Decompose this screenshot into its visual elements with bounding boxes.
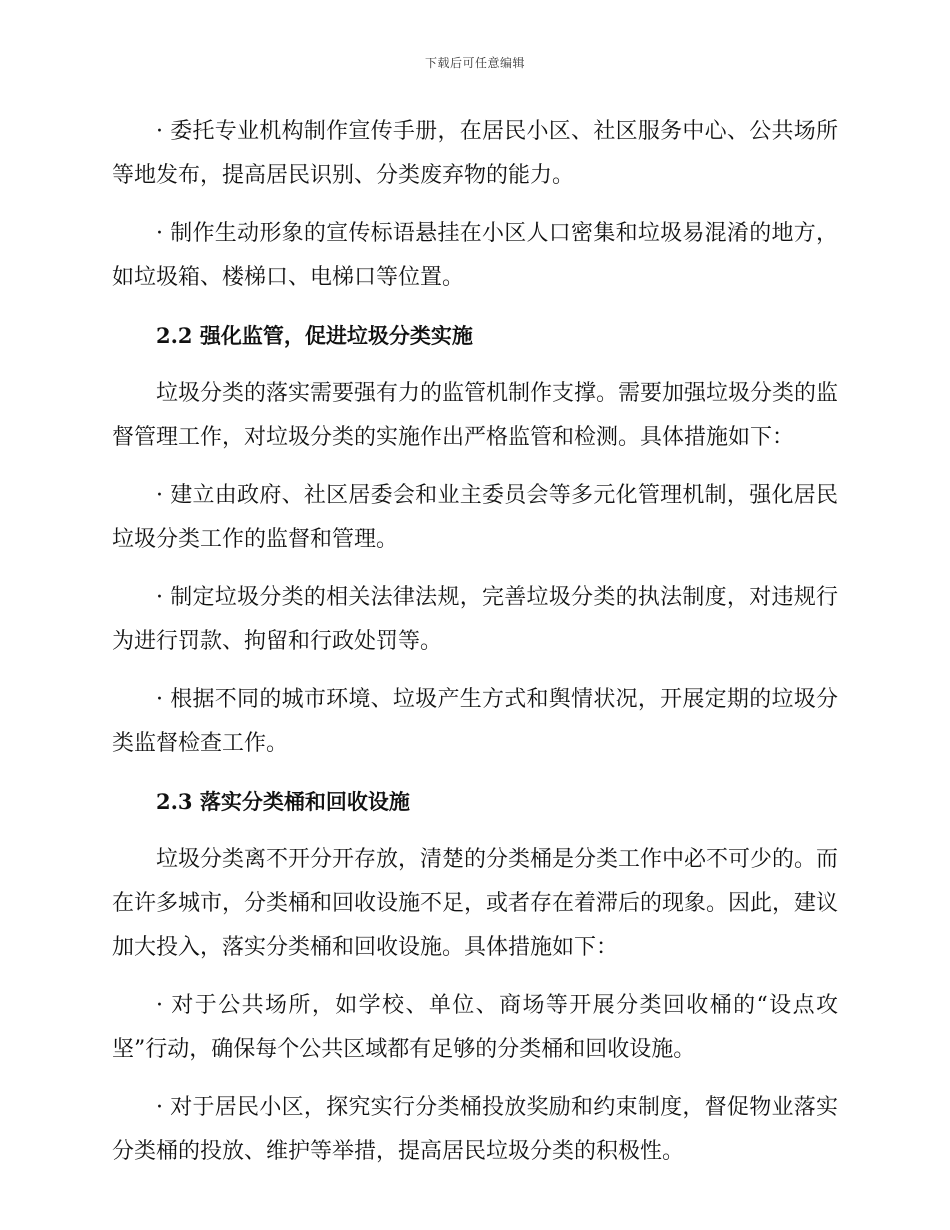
bullet-item: · 建立由政府、社区居委会和业主委员会等多元化管理机制，强化居民垃圾分类工作的监督和管理。 — [112, 483, 838, 552]
body-paragraph: 垃圾分类的落实需要强有力的监管机制作支撑。需要加强垃圾分类的监督管理工作，对垃圾分类的实施作出严格监管和检测。具体措施如下： — [112, 381, 839, 450]
document-body — [112, 110, 838, 1188]
section-heading: 2.3 落实分类桶和回收设施 — [156, 789, 410, 814]
bullet-item: · 对于居民小区，探究实行分类桶投放奖励和约束制度，督促物业落实分类桶的投放、维护等举措，提高居民垃圾分类的积极性。 — [112, 1095, 838, 1164]
section-heading: 2.2 强化监管，促进垃圾分类实施 — [156, 323, 473, 348]
bullet-item: · 制定垃圾分类的相关法律法规，完善垃圾分类的执法制度，对违规行为进行罚款、拘留和行政处罚等。 — [112, 585, 838, 654]
bullet-item: · 制作生动形象的宣传标语悬挂在小区人口密集和垃圾易混淆的地方，如垃圾箱、楼梯口、电梯口等位置。 — [112, 221, 838, 290]
body-paragraph: 垃圾分类离不开分开存放，清楚的分类桶是分类工作中必不可少的。而在许多城市，分类桶和回收设施不足，或者存在着滞后的现象。因此，建议加大投入，落实分类桶和回收设施。具体措施如下： — [112, 847, 839, 960]
bullet-item: · 对于公共场所，如学校、单位、商场等开展分类回收桶的“设点攻坚”行动，确保每个公共区域都有足够的分类桶和回收设施。 — [112, 993, 838, 1062]
bullet-item: · 委托专业机构制作宣传手册，在居民小区、社区服务中心、公共场所等地发布，提高居民识别、分类废弃物的能力。 — [112, 119, 838, 188]
bullet-item: · 根据不同的城市环境、垃圾产生方式和舆情状况，开展定期的垃圾分类监督检查工作。 — [112, 687, 838, 756]
page-header: 下载后可任意编辑 — [424, 56, 525, 70]
